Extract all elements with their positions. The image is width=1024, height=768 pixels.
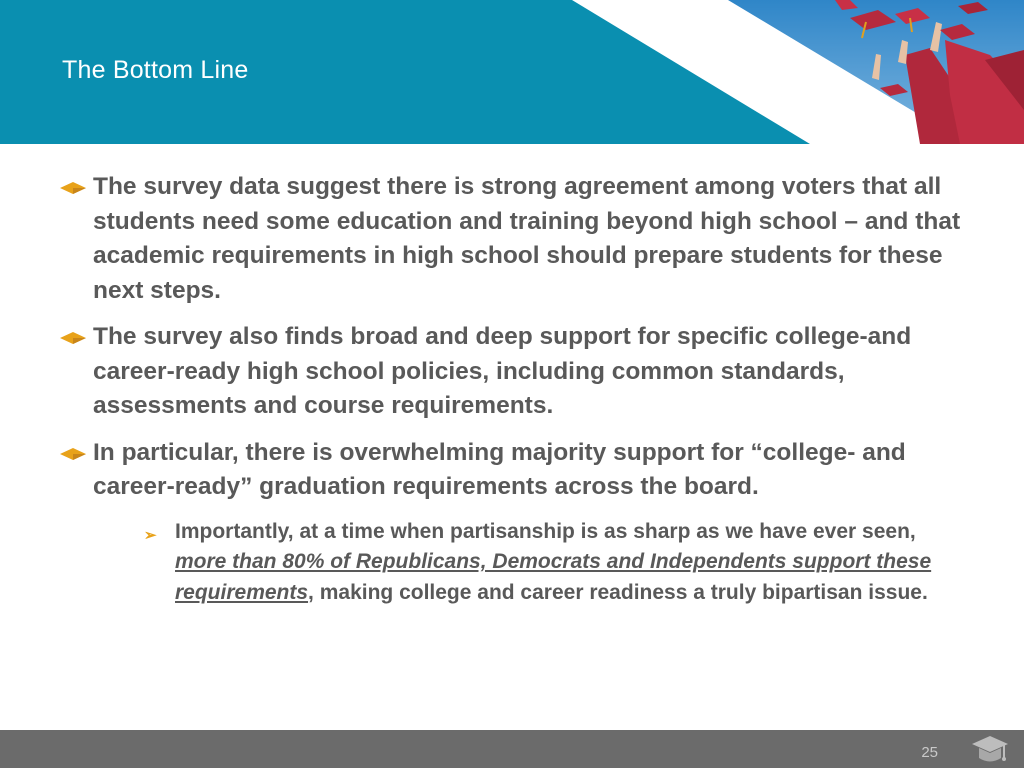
sub-bullet-item xyxy=(144,517,965,609)
slide-title: The Bottom Line xyxy=(62,56,249,84)
content-body xyxy=(60,170,970,608)
diamond-bullet-icon xyxy=(60,182,86,194)
diamond-bullet-icon xyxy=(60,332,86,344)
bullet-item xyxy=(60,436,970,505)
bullet-item xyxy=(60,170,970,308)
sub-bullet-emphasis: more than 80% of Republicans, Democrats and Independents support these requirements xyxy=(175,550,932,604)
bullet-text: The survey data suggest there is strong agreement among voters that all students need some education and training beyond high school – and that academic requirements in high school should prepare students for these next steps. xyxy=(93,173,961,304)
page-number: 25 xyxy=(921,744,938,761)
sub-bullet-text-before: Importantly, at a time when partisanship is as sharp as we have ever seen, xyxy=(175,519,916,543)
bullet-item xyxy=(60,320,970,424)
arrow-bullet-icon: ➢ xyxy=(144,526,157,544)
bullet-text: The survey also finds broad and deep support for specific college-and career-ready high school policies, including common standards, assessments and course requirements. xyxy=(93,323,912,419)
diamond-bullet-icon xyxy=(60,448,86,460)
bullet-text: In particular, there is overwhelming majority support for “college- and career-ready” graduation requirements across the board. xyxy=(93,438,906,500)
header-band xyxy=(0,0,1024,144)
sub-bullet-text-after: , making college and career readiness a truly bipartisan issue. xyxy=(308,580,928,604)
footer-bar xyxy=(0,730,1024,768)
graduation-cap-logo-icon xyxy=(970,732,1010,768)
